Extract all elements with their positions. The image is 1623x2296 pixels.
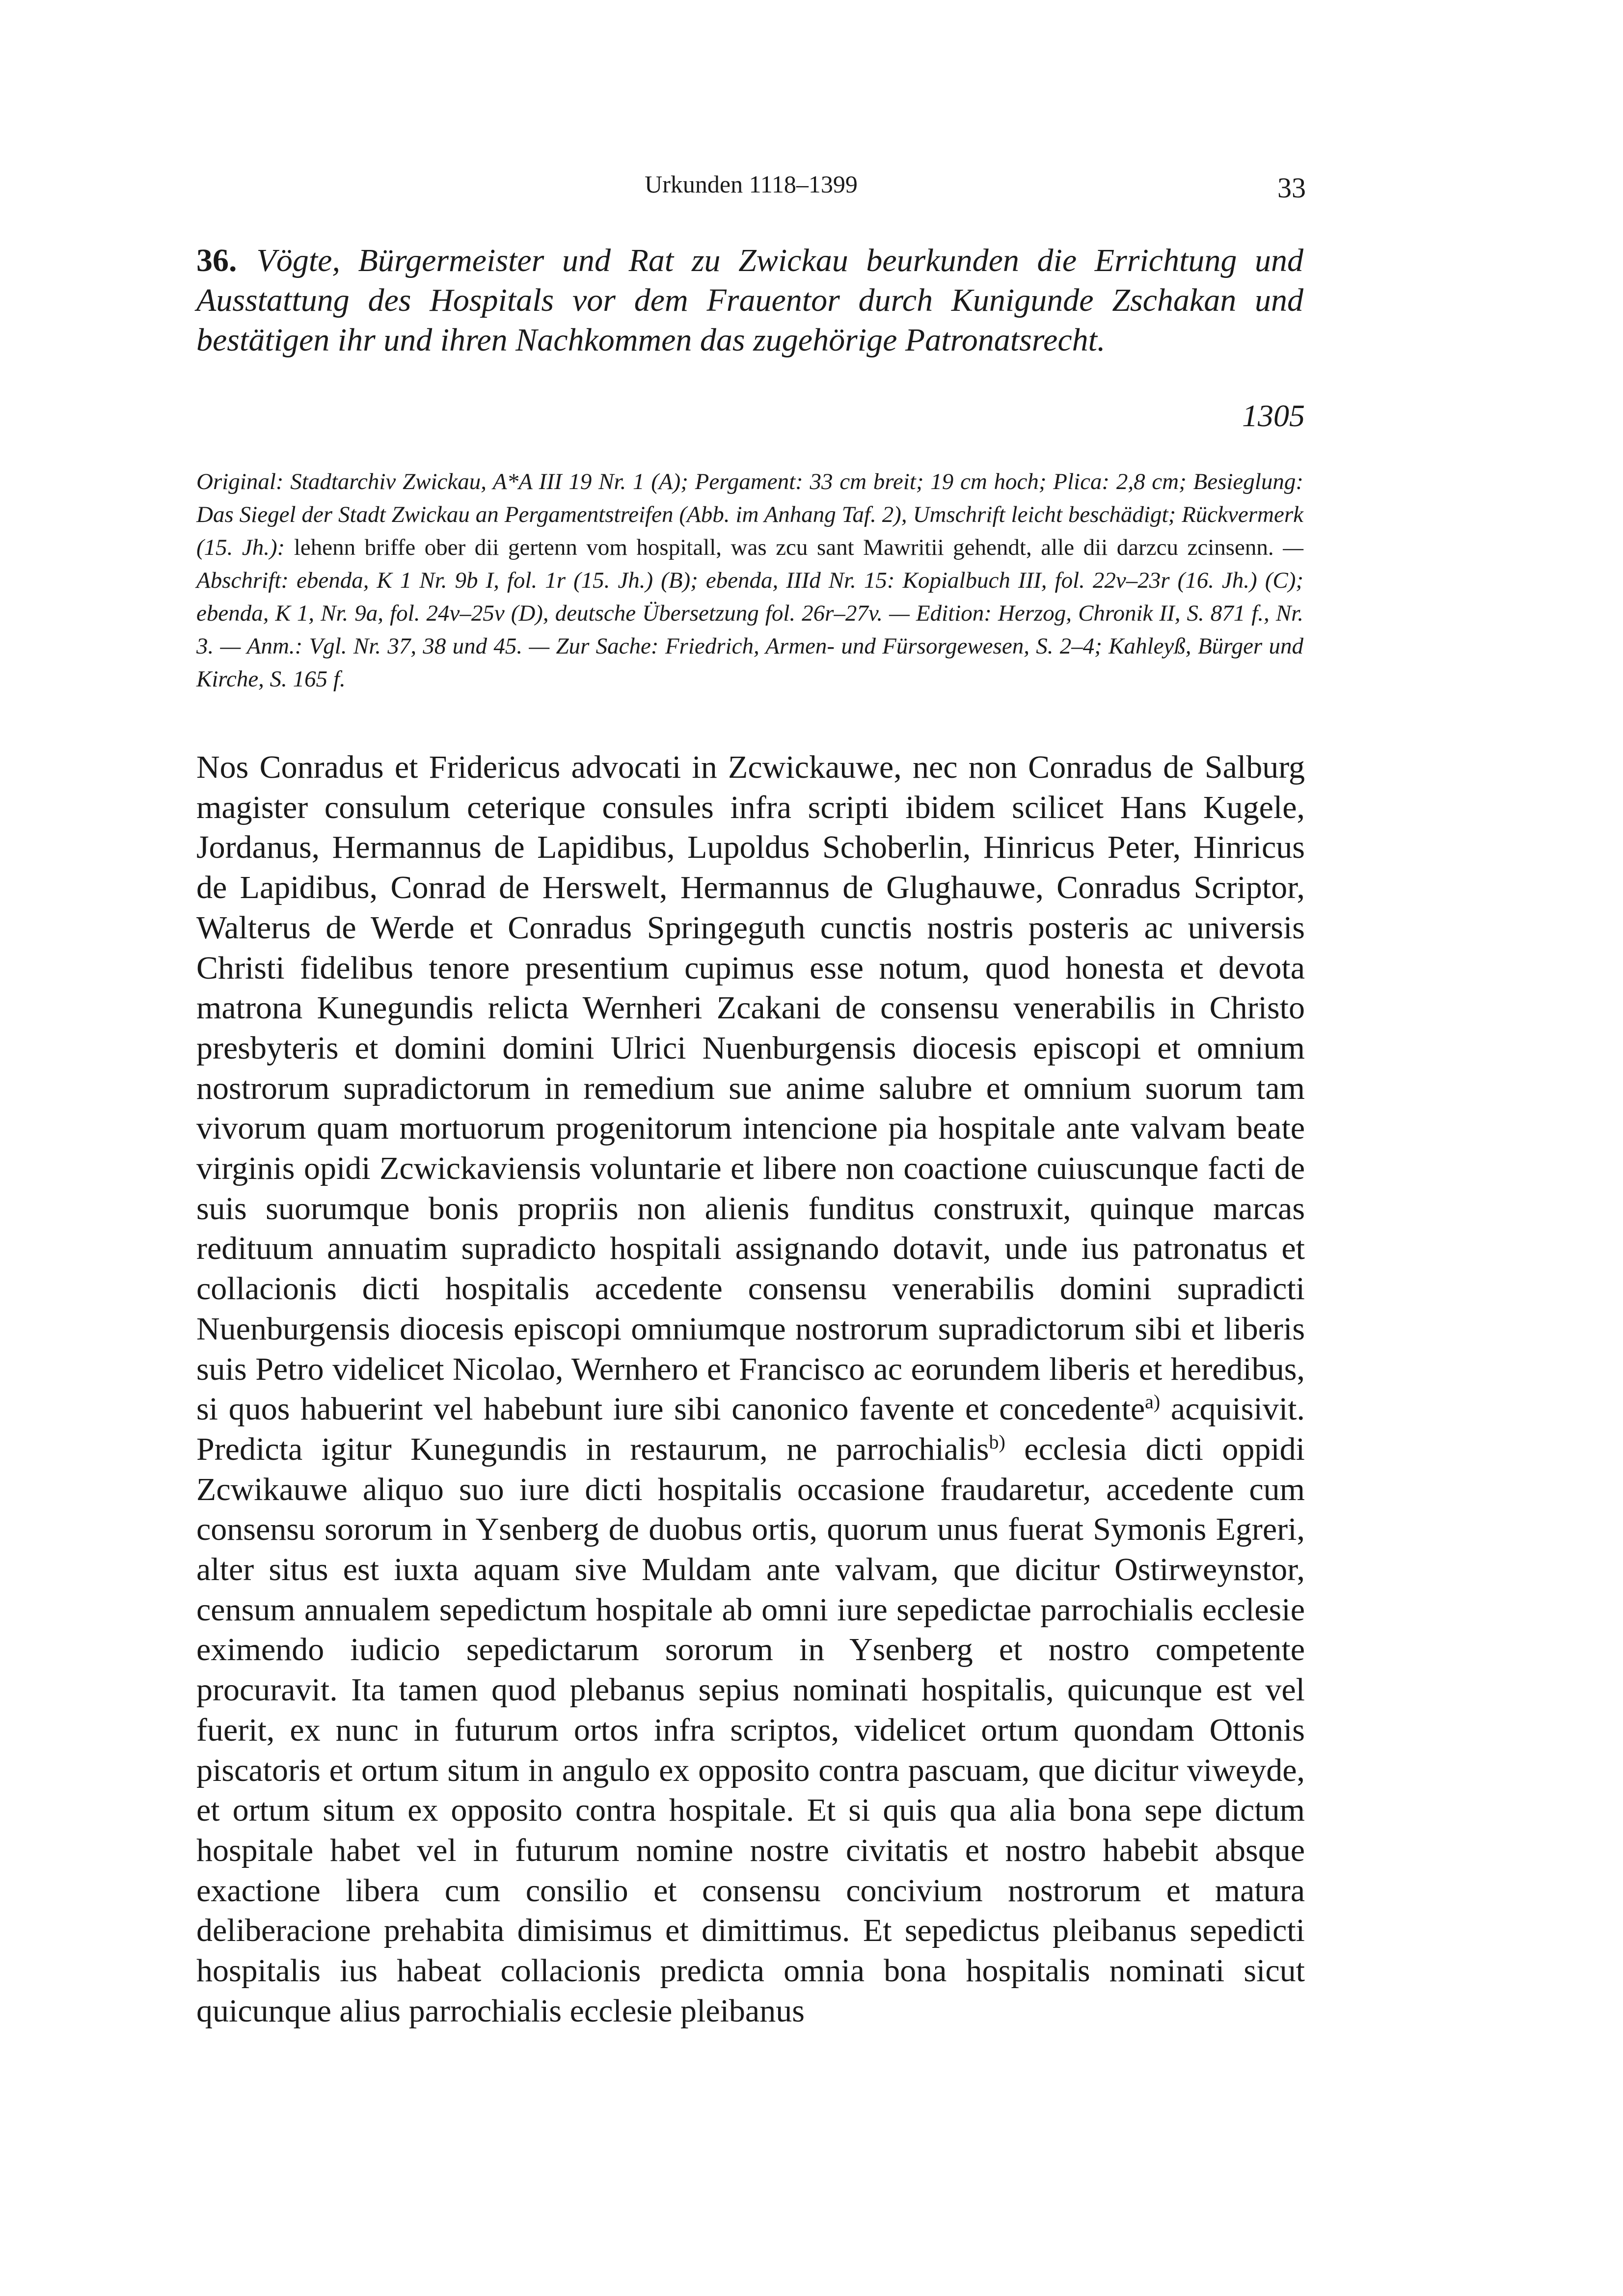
apparatus-source: Original: Stadtarchiv Zwickau, A*A III 19 Nr. 1 (A); Pergament: 33 cm breit; 19 cm hoch; Plica: 2,8 cm; Besieglung: Das Siegel der Stadt Zwickau an Pergamentstreifen (Abb. im Anhang Taf. 2), Umschrift leicht beschädigt; Rückvermerk (15. Jh.):	[196, 469, 1303, 560]
footnote-mark-b: b)	[989, 1430, 1005, 1453]
document-regest: Vögte, Bürgermeister und Rat zu Zwickau beurkunden die Errichtung und Ausstattung des Hospitals vor dem Frauentor durch Kunigunde Zschakan und bestätigen ihr und ihren Nachkommen das zugehörige Patronatsrecht.	[196, 243, 1303, 358]
running-head	[196, 164, 1306, 204]
critical-apparatus	[196, 465, 1303, 696]
apparatus-endorsement: lehenn briffe ober dii gertenn vom hospitall, was zcu sant Mawritii gehendt, alle dii darzcu zcinsenn.	[285, 535, 1274, 560]
running-title: Urkunden 1118–1399	[645, 170, 858, 198]
document-date: 1305	[1242, 398, 1305, 433]
document-heading	[196, 241, 1303, 360]
document-number: 36.	[196, 243, 237, 278]
charter-text-part-1: Nos Conradus et Fridericus advocati in Zcwickauwe, nec non Conradus de Salburg magister consulum ceterique consules infra scripti ibidem scilicet Hans Kugele, Jordanus, Hermannus de Lapidibus, Lupoldus Schoberlin, Hinricus Peter, Hinricus de Lapidibus, Conrad de Herswelt, Hermannus de Glughauwe, Conradus Scriptor, Walterus de Werde et Conradus Springeguth cunctis nostris posteris ac universis Christi fidelibus tenore presentium cupimus esse notum, quod honesta et devota matrona Kunegundis relicta Wernheri Zcakani de consensu venerabilis in Christo presbyteris et domini domini Ulrici Nuenburgensis diocesis episcopi et omnium nostrorum supradictorum in remedium sue anime salubre et omnium suorum tam vivorum quam mortuorum progenitorum intencione pia hospitale ante valvam beate virginis opidi Zcwickaviensis voluntarie et libere non coactione cuiuscunque facti de suis suorumque bonis propriis non alienis funditus construxit, quinque marcas redituum annuatim supradicto hospitali assignando dotavit, unde ius patronatus et collacionis dicti hospitalis accedente consensu venerabilis domini supradicti Nuenburgensis diocesis episcopi omniumque nostrorum supradictorum sibi et liberis suis Petro videlicet Nicolao, Wernhero et Francisco ac eorundem liberis et heredibus, si quos habuerint vel habebunt iure sibi canonico favente et concedente	[196, 749, 1305, 1427]
charter-text	[196, 747, 1305, 2031]
apparatus-references: — Abschrift: ebenda, K 1 Nr. 9b I, fol. 1r (15. Jh.) (B); ebenda, IIId Nr. 15: Kopialbuch III, fol. 22v–23r (16. Jh.) (C); ebenda, K 1, Nr. 9a, fol. 24v–25v (D), deutsche Übersetzung fol. 26r–27v. — Edition: Herzog, Chronik II, S. 871 f., Nr. 3. — Anm.: Vgl. Nr. 37, 38 und 45. — Zur Sache: Friedrich, Armen- und Fürsorgewesen, S. 2–4; Kahleyß, Bürger und Kirche, S. 165 f.	[196, 535, 1303, 692]
charter-text-part-2: acquisivit. Predicta igitur Kunegundis in restaurum, ne parrochialis	[196, 1391, 1305, 1467]
charter-text-part-3: ecclesia dicti oppidi Zcwikauwe aliquo suo iure dicti hospitalis occasione fraudaretur, accedente cum consensu sororum in Ysenberg de duobus ortis, quorum unus fuerat Symonis Egreri, alter situs est iuxta aquam sive Muldam ante valvam, que dicitur Ostirweynstor, censum annualem sepedictum hospitale ab omni iure sepedictae parrochialis ecclesie eximendo iudicio sepedictarum sororum in Ysenberg et nostro competente procuravit. Ita tamen quod plebanus sepius nominati hospitalis, quicunque est vel fuerit, ex nunc in futurum ortos infra scriptos, videlicet ortum quondam Ottonis piscatoris et ortum situm in angulo ex opposito contra pascuam, que dicitur viweyde, et ortum situm ex opposito contra hospitale. Et si quis qua alia bona sepe dictum hospitale habet vel in futurum nomine nostre civitatis et nostro habebit absque exactione libera cum consilio et consensu concivium nostrorum et matura deliberacione prehabita dimisimus et dimittimus. Et sepedictus pleibanus sepedicti hospitalis ius habeat collacionis predicta omnia bona hospitalis nominati sicut quicunque alius parrochialis ecclesie pleibanus	[196, 1431, 1305, 2029]
footnote-mark-a: a)	[1145, 1391, 1161, 1413]
page-number: 33	[1277, 172, 1306, 204]
